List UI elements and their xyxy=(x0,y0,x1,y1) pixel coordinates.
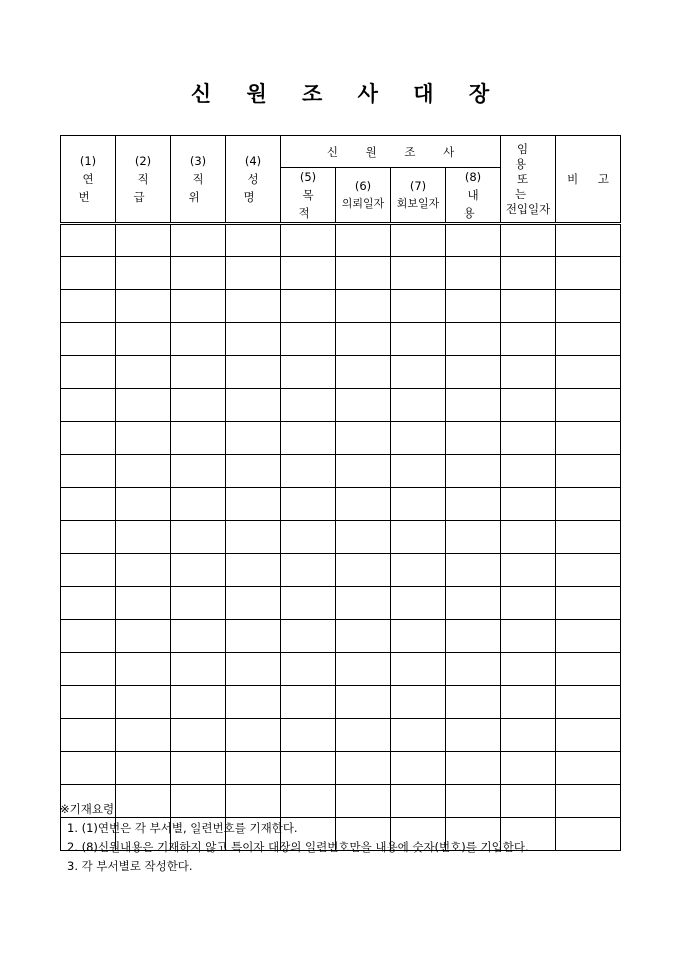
cell-request-date[interactable] xyxy=(336,686,391,719)
cell-serial[interactable] xyxy=(61,389,116,422)
cell-position[interactable] xyxy=(171,323,226,356)
cell-purpose[interactable] xyxy=(281,389,336,422)
cell-serial[interactable] xyxy=(61,521,116,554)
col-remarks-header: 비 고 xyxy=(556,136,621,224)
cell-request-date[interactable] xyxy=(336,323,391,356)
cell-appointment-date[interactable] xyxy=(501,323,556,356)
cell-appointment-date[interactable] xyxy=(501,455,556,488)
cell-name[interactable] xyxy=(226,323,281,356)
cell-remarks[interactable] xyxy=(556,686,621,719)
cell-name[interactable] xyxy=(226,389,281,422)
cell-name[interactable] xyxy=(226,290,281,323)
guideline-item: 1. (1)연번은 각 부서별, 일련번호를 기재한다. xyxy=(67,821,298,835)
cell-request-date[interactable] xyxy=(336,389,391,422)
cell-position[interactable] xyxy=(171,653,226,686)
cell-grade[interactable] xyxy=(116,686,171,719)
cell-request-date[interactable] xyxy=(336,455,391,488)
table-row xyxy=(61,719,621,752)
ledger-table xyxy=(60,135,621,851)
guideline-item: 2. (8)신원내용은 기재하지 않고 특이자 대장의 일련번호만을 내용에 숫자(번호)를 기입한다. xyxy=(67,840,529,854)
cell-appointment-date[interactable] xyxy=(501,422,556,455)
table-row xyxy=(61,422,621,455)
cell-name[interactable] xyxy=(226,554,281,587)
cell-grade[interactable] xyxy=(116,752,171,785)
cell-grade[interactable] xyxy=(116,488,171,521)
table-row xyxy=(61,323,621,356)
cell-position[interactable] xyxy=(171,521,226,554)
cell-content[interactable] xyxy=(446,422,501,455)
cell-purpose[interactable] xyxy=(281,422,336,455)
cell-name[interactable] xyxy=(226,257,281,290)
cell-content[interactable] xyxy=(446,719,501,752)
cell-remarks[interactable] xyxy=(556,488,621,521)
col-grade-header: (2) 직 급 xyxy=(116,136,171,224)
cell-request-date[interactable] xyxy=(336,752,391,785)
cell-name[interactable] xyxy=(226,356,281,389)
cell-grade[interactable] xyxy=(116,323,171,356)
cell-content[interactable] xyxy=(446,587,501,620)
cell-request-date[interactable] xyxy=(336,224,391,257)
cell-remarks[interactable] xyxy=(556,455,621,488)
cell-appointment-date[interactable] xyxy=(501,752,556,785)
cell-content[interactable] xyxy=(446,620,501,653)
cell-position[interactable] xyxy=(171,257,226,290)
cell-request-date[interactable] xyxy=(336,620,391,653)
cell-purpose[interactable] xyxy=(281,290,336,323)
cell-content[interactable] xyxy=(446,521,501,554)
cell-reply-date[interactable] xyxy=(391,389,446,422)
cell-grade[interactable] xyxy=(116,290,171,323)
cell-content[interactable] xyxy=(446,488,501,521)
cell-content[interactable] xyxy=(446,752,501,785)
cell-serial[interactable] xyxy=(61,488,116,521)
cell-grade[interactable] xyxy=(116,719,171,752)
col-reply-date-header: (7) 회보일자 xyxy=(391,168,446,224)
cell-name[interactable] xyxy=(226,422,281,455)
cell-remarks[interactable] xyxy=(556,785,621,818)
cell-reply-date[interactable] xyxy=(391,620,446,653)
cell-request-date[interactable] xyxy=(336,587,391,620)
cell-remarks[interactable] xyxy=(556,653,621,686)
cell-request-date[interactable] xyxy=(336,653,391,686)
cell-name[interactable] xyxy=(226,686,281,719)
col-content-header: (8) 내 용 xyxy=(446,168,501,224)
cell-grade[interactable] xyxy=(116,620,171,653)
cell-remarks[interactable] xyxy=(556,521,621,554)
cell-grade[interactable] xyxy=(116,389,171,422)
cell-reply-date[interactable] xyxy=(391,290,446,323)
cell-reply-date[interactable] xyxy=(391,521,446,554)
cell-purpose[interactable] xyxy=(281,554,336,587)
cell-grade[interactable] xyxy=(116,554,171,587)
cell-grade[interactable] xyxy=(116,653,171,686)
cell-reply-date[interactable] xyxy=(391,719,446,752)
header-row-1 xyxy=(61,136,621,168)
table-row xyxy=(61,653,621,686)
cell-grade[interactable] xyxy=(116,521,171,554)
cell-purpose[interactable] xyxy=(281,719,336,752)
cell-position[interactable] xyxy=(171,422,226,455)
col-purpose-header: (5) 목 적 xyxy=(281,168,336,224)
cell-appointment-date[interactable] xyxy=(501,521,556,554)
cell-grade[interactable] xyxy=(116,422,171,455)
cell-content[interactable] xyxy=(446,224,501,257)
cell-remarks[interactable] xyxy=(556,818,621,851)
col-position-header: (3) 직 위 xyxy=(171,136,226,224)
table-row xyxy=(61,257,621,290)
cell-serial[interactable] xyxy=(61,620,116,653)
cell-purpose[interactable] xyxy=(281,323,336,356)
table-row xyxy=(61,224,621,257)
cell-remarks[interactable] xyxy=(556,224,621,257)
cell-serial[interactable] xyxy=(61,686,116,719)
cell-request-date[interactable] xyxy=(336,521,391,554)
cell-reply-date[interactable] xyxy=(391,554,446,587)
cell-purpose[interactable] xyxy=(281,752,336,785)
cell-content[interactable] xyxy=(446,356,501,389)
cell-remarks[interactable] xyxy=(556,587,621,620)
cell-content[interactable] xyxy=(446,323,501,356)
cell-serial[interactable] xyxy=(61,719,116,752)
cell-remarks[interactable] xyxy=(556,620,621,653)
col-request-date-header: (6) 의뢰일자 xyxy=(336,168,391,224)
cell-position[interactable] xyxy=(171,290,226,323)
cell-name[interactable] xyxy=(226,587,281,620)
cell-appointment-date[interactable] xyxy=(501,224,556,257)
cell-serial[interactable] xyxy=(61,224,116,257)
cell-remarks[interactable] xyxy=(556,323,621,356)
cell-remarks[interactable] xyxy=(556,422,621,455)
cell-name[interactable] xyxy=(226,224,281,257)
cell-remarks[interactable] xyxy=(556,290,621,323)
cell-appointment-date[interactable] xyxy=(501,719,556,752)
table-row xyxy=(61,752,621,785)
cell-appointment-date[interactable] xyxy=(501,620,556,653)
cell-grade[interactable] xyxy=(116,455,171,488)
cell-reply-date[interactable] xyxy=(391,488,446,521)
table-row xyxy=(61,356,621,389)
cell-purpose[interactable] xyxy=(281,356,336,389)
table-row xyxy=(61,521,621,554)
col-name-header: (4) 성 명 xyxy=(226,136,281,224)
cell-purpose[interactable] xyxy=(281,653,336,686)
cell-request-date[interactable] xyxy=(336,554,391,587)
cell-remarks[interactable] xyxy=(556,356,621,389)
cell-content[interactable] xyxy=(446,455,501,488)
cell-purpose[interactable] xyxy=(281,686,336,719)
cell-content[interactable] xyxy=(446,257,501,290)
entry-guidelines xyxy=(60,800,529,876)
cell-position[interactable] xyxy=(171,356,226,389)
cell-purpose[interactable] xyxy=(281,257,336,290)
cell-position[interactable] xyxy=(171,719,226,752)
cell-appointment-date[interactable] xyxy=(501,488,556,521)
cell-content[interactable] xyxy=(446,686,501,719)
cell-reply-date[interactable] xyxy=(391,686,446,719)
cell-appointment-date[interactable] xyxy=(501,554,556,587)
guideline-item: 3. 각 부서별로 작성한다. xyxy=(67,859,193,873)
cell-request-date[interactable] xyxy=(336,356,391,389)
cell-remarks[interactable] xyxy=(556,389,621,422)
cell-name[interactable] xyxy=(226,488,281,521)
cell-remarks[interactable] xyxy=(556,257,621,290)
cell-reply-date[interactable] xyxy=(391,323,446,356)
cell-content[interactable] xyxy=(446,290,501,323)
cell-appointment-date[interactable] xyxy=(501,686,556,719)
cell-grade[interactable] xyxy=(116,587,171,620)
cell-purpose[interactable] xyxy=(281,488,336,521)
cell-appointment-date[interactable] xyxy=(501,257,556,290)
cell-serial[interactable] xyxy=(61,323,116,356)
cell-grade[interactable] xyxy=(116,224,171,257)
cell-reply-date[interactable] xyxy=(391,752,446,785)
cell-purpose[interactable] xyxy=(281,224,336,257)
cell-name[interactable] xyxy=(226,653,281,686)
cell-reply-date[interactable] xyxy=(391,455,446,488)
cell-name[interactable] xyxy=(226,752,281,785)
cell-reply-date[interactable] xyxy=(391,587,446,620)
col-serial-header: (1) 연 번 xyxy=(61,136,116,224)
cell-grade[interactable] xyxy=(116,257,171,290)
cell-appointment-date[interactable] xyxy=(501,587,556,620)
cell-position[interactable] xyxy=(171,389,226,422)
table-row xyxy=(61,587,621,620)
col-appointment-date-header: 임 용 또 는 전입일자 xyxy=(501,136,556,224)
cell-position[interactable] xyxy=(171,686,226,719)
table-row xyxy=(61,620,621,653)
cell-request-date[interactable] xyxy=(336,422,391,455)
table-row xyxy=(61,455,621,488)
table-row xyxy=(61,389,621,422)
guidelines-heading: ※기재요령 xyxy=(60,802,115,816)
table-row xyxy=(61,686,621,719)
cell-serial[interactable] xyxy=(61,653,116,686)
cell-purpose[interactable] xyxy=(281,620,336,653)
cell-serial[interactable] xyxy=(61,455,116,488)
cell-remarks[interactable] xyxy=(556,719,621,752)
cell-purpose[interactable] xyxy=(281,455,336,488)
cell-position[interactable] xyxy=(171,554,226,587)
cell-position[interactable] xyxy=(171,752,226,785)
cell-request-date[interactable] xyxy=(336,257,391,290)
cell-request-date[interactable] xyxy=(336,290,391,323)
table-row xyxy=(61,554,621,587)
cell-serial[interactable] xyxy=(61,752,116,785)
cell-serial[interactable] xyxy=(61,290,116,323)
table-row xyxy=(61,290,621,323)
cell-position[interactable] xyxy=(171,224,226,257)
cell-name[interactable] xyxy=(226,719,281,752)
background-check-group-header: 신 원 조 사 xyxy=(281,136,501,168)
cell-purpose[interactable] xyxy=(281,521,336,554)
cell-position[interactable] xyxy=(171,620,226,653)
cell-reply-date[interactable] xyxy=(391,653,446,686)
cell-name[interactable] xyxy=(226,620,281,653)
cell-appointment-date[interactable] xyxy=(501,290,556,323)
cell-request-date[interactable] xyxy=(336,719,391,752)
cell-reply-date[interactable] xyxy=(391,257,446,290)
cell-appointment-date[interactable] xyxy=(501,356,556,389)
cell-appointment-date[interactable] xyxy=(501,653,556,686)
cell-name[interactable] xyxy=(226,521,281,554)
cell-content[interactable] xyxy=(446,554,501,587)
cell-serial[interactable] xyxy=(61,356,116,389)
cell-reply-date[interactable] xyxy=(391,422,446,455)
cell-serial[interactable] xyxy=(61,257,116,290)
cell-remarks[interactable] xyxy=(556,752,621,785)
cell-content[interactable] xyxy=(446,653,501,686)
cell-serial[interactable] xyxy=(61,554,116,587)
cell-position[interactable] xyxy=(171,587,226,620)
cell-position[interactable] xyxy=(171,455,226,488)
page-title: 신 원 조 사 대 장 xyxy=(190,81,504,106)
cell-reply-date[interactable] xyxy=(391,356,446,389)
cell-position[interactable] xyxy=(171,488,226,521)
cell-grade[interactable] xyxy=(116,356,171,389)
table-row xyxy=(61,488,621,521)
cell-request-date[interactable] xyxy=(336,488,391,521)
cell-serial[interactable] xyxy=(61,587,116,620)
cell-content[interactable] xyxy=(446,389,501,422)
cell-serial[interactable] xyxy=(61,422,116,455)
cell-name[interactable] xyxy=(226,455,281,488)
cell-reply-date[interactable] xyxy=(391,224,446,257)
cell-remarks[interactable] xyxy=(556,554,621,587)
cell-purpose[interactable] xyxy=(281,587,336,620)
cell-appointment-date[interactable] xyxy=(501,389,556,422)
